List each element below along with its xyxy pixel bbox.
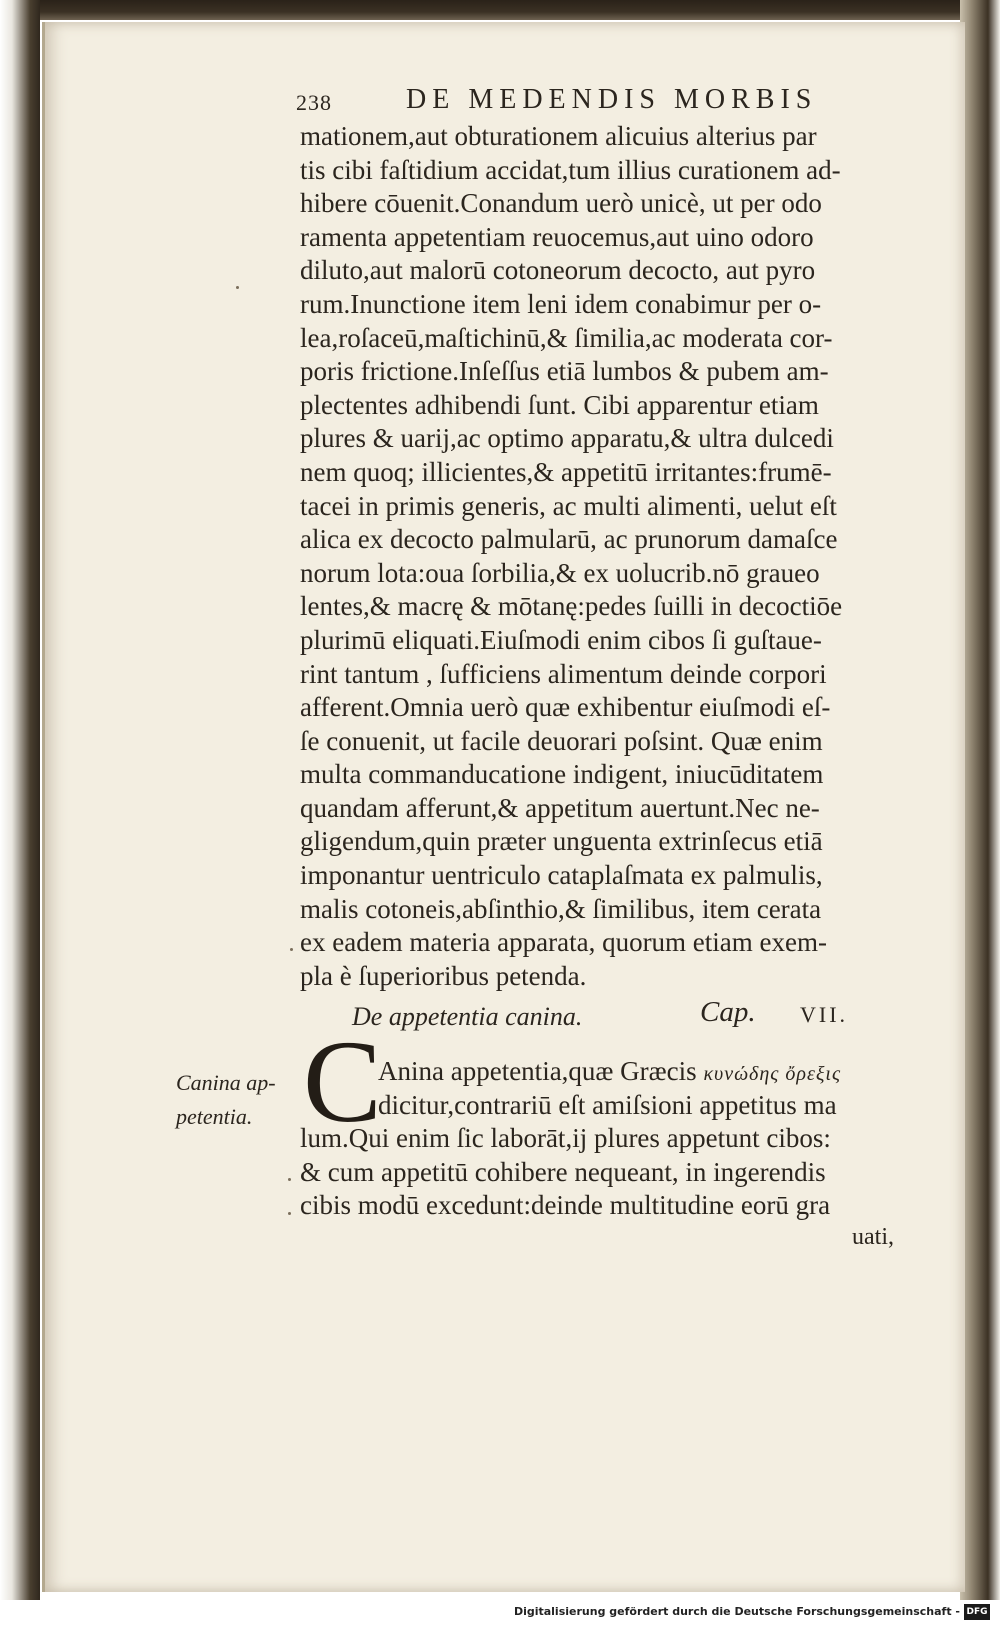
text-line: plectentes adhibendi ſunt. Cibi apparentur etiam xyxy=(300,389,819,420)
book-binding-top xyxy=(0,0,1000,20)
greek-term: κυνώδης ὄρεξις xyxy=(703,1063,842,1085)
text-line: rint tantum , ſufficiens alimentum deinde corpori xyxy=(300,658,827,689)
text-line: pla è ſuperioribus petenda. xyxy=(300,960,587,991)
paper-speck xyxy=(288,1212,291,1215)
text-line: tis cibi faſtidium accidat,tum illius curationem ad- xyxy=(300,154,841,185)
book-edge-right xyxy=(960,0,1000,1600)
book-binding-left xyxy=(0,0,40,1600)
drop-cap-initial: C xyxy=(303,1016,382,1147)
text-line: rum.Inunctione item leni idem conabimur per o- xyxy=(300,288,822,319)
text-line: malis cotoneis,abſinthio,& ſimilibus, item cerata xyxy=(300,893,822,924)
text-line: lea,roſaceū,maſtichinū,& ſimilia,ac moderata cor- xyxy=(300,322,833,353)
dfg-logo-icon: DFG xyxy=(964,1604,990,1620)
body-text xyxy=(300,120,912,993)
marginal-note xyxy=(176,1066,296,1134)
text-line: ſe conuenit, ut facile deuorari poſsint. Quæ enim xyxy=(300,725,823,756)
text-line: imponantur uentriculo cataplaſmata ex palmulis, xyxy=(300,860,823,891)
text-line: diluto,aut malorū cotoneorum decocto, aut pyro xyxy=(300,255,816,286)
paper-speck xyxy=(290,948,293,951)
text-line xyxy=(300,1055,912,1089)
text-line: ramenta appetentiam reuocemus,aut uino odoro xyxy=(300,221,814,252)
chapter-heading xyxy=(352,996,872,1042)
text-line: plurimū eliquati.Eiuſmodi enim cibos ſi guſtaue- xyxy=(300,624,822,655)
running-head xyxy=(296,84,856,124)
text-line: lum.Qui enim ſic laborāt,ij plures appetunt cibos: xyxy=(300,1123,831,1154)
text-line: nem quoq; illicientes,& appetitū irritantes:frumē- xyxy=(300,456,832,487)
page-number: 238 xyxy=(296,90,332,115)
text-line: poris frictione.Inſeſſus etiā lumbos & pubem am- xyxy=(300,356,829,387)
text-line: cibis modū excedunt:deinde multitudine eorū gra xyxy=(300,1190,831,1221)
chapter-title: De appetentia canina. xyxy=(352,1002,583,1031)
text-line: multa commanducatione indigent, iniucūditatem xyxy=(300,759,824,790)
text-line: gligendum,quin præter unguenta extrinſecus etiā xyxy=(300,826,823,857)
text-line: quandam afferunt,& appetitum auertunt.Nec ne- xyxy=(300,792,820,823)
text-line: hibere cōuenit.Conandum uerò unicè, ut per odo xyxy=(300,188,822,219)
text-line: norum lota:oua ſorbilia,& ex uolucrib.nō graueo xyxy=(300,557,820,588)
catchword: uati, xyxy=(852,1224,894,1250)
text-line: & cum appetitū cohibere nequeant, in ingerendis xyxy=(300,1156,826,1187)
text-line: lentes,& macrę & mōtanę:pedes ſuilli in decoctiōe xyxy=(300,591,843,622)
marginal-note-line: petentia. xyxy=(176,1104,253,1129)
paper-speck xyxy=(236,286,239,289)
paper-speck xyxy=(288,1178,291,1181)
section-first-line: Anina appetentia,quæ Græcis xyxy=(378,1056,697,1086)
text-line: plures & uarij,ac optimo apparatu,& ultra dulcedi xyxy=(300,423,834,454)
marginal-note-line: Canina ap- xyxy=(176,1070,276,1095)
footer-bar xyxy=(0,1600,1000,1627)
chapter-number: VII. xyxy=(800,1002,849,1027)
text-line: alica ex decocto palmularū, ac prunorum damaſce xyxy=(300,524,838,555)
section-text xyxy=(300,1055,912,1223)
text-line: tacei in primis generis, ac multi alimenti, uelut eſt xyxy=(300,490,837,521)
text-line: ex eadem materia apparata, quorum etiam exem- xyxy=(300,927,827,958)
chapter-label: Cap. xyxy=(700,996,756,1028)
text-line: afferent.Omnia uerò quæ exhibentur eiuſmodi eſ- xyxy=(300,692,831,723)
funding-credit: Digitalisierung gefördert durch die Deutsche Forschungsgemeinschaft - xyxy=(513,1605,960,1618)
running-head-title: DE MEDENDIS MORBIS xyxy=(406,84,818,115)
text-line: mationem,aut obturationem alicuius alterius par xyxy=(300,121,817,151)
text-line: dicitur,contrariū eſt amiſsioni appetitus ma xyxy=(378,1089,837,1120)
